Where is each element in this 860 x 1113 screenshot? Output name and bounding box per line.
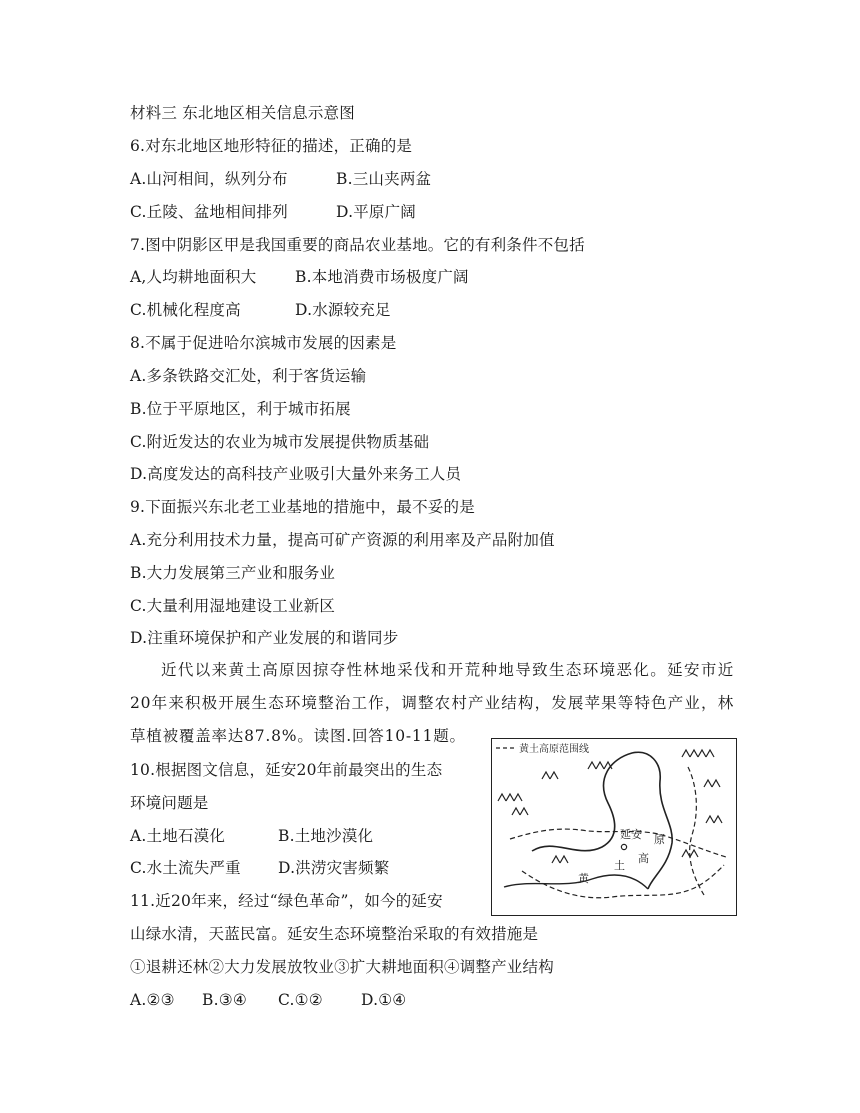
q7-option-d[interactable]: D.水源较充足 bbox=[295, 301, 391, 319]
mountain-symbol-west2 bbox=[512, 808, 528, 815]
q8-option-d[interactable]: D.高度发达的高科技产业吸引大量外来务工人员 bbox=[130, 465, 462, 483]
q8-option-b[interactable]: B.位于平原地区，利于城市拓展 bbox=[130, 400, 351, 418]
yanan-city-marker bbox=[621, 844, 626, 849]
boundary-line-north bbox=[510, 829, 726, 857]
q6-option-b[interactable]: B.三山夹两盆 bbox=[336, 170, 432, 188]
q8-option-a[interactable]: A.多条铁路交汇处，利于客货运输 bbox=[130, 367, 367, 385]
boundary-line-east bbox=[688, 767, 704, 895]
q10-option-d[interactable]: D.洪涝灾害频繁 bbox=[278, 859, 390, 877]
q6-stem: 6.对东北地区地形特征的描述，正确的是 bbox=[130, 137, 413, 155]
mountain-symbol-northwest bbox=[542, 772, 558, 779]
map-label-yanan: 延安 bbox=[620, 828, 642, 841]
q9-option-a[interactable]: A.充分利用技术力量，提高可矿产资源的利用率及产品附加值 bbox=[130, 531, 555, 549]
q6-option-c[interactable]: C.丘陵、盆地相间排列 bbox=[130, 203, 288, 221]
q7-stem: 7.图中阴影区甲是我国重要的商品农业基地。它的有利条件不包括 bbox=[130, 236, 585, 254]
q9-option-c[interactable]: C.大量利用湿地建设工业新区 bbox=[130, 597, 336, 615]
q10-option-b[interactable]: B.土地沙漠化 bbox=[278, 827, 374, 845]
map-label-gao: 高 bbox=[638, 852, 649, 865]
q8-option-c[interactable]: C.附近发达的农业为城市发展提供物质基础 bbox=[130, 433, 430, 451]
map-drawing bbox=[492, 739, 735, 914]
q9-option-b[interactable]: B.大力发展第三产业和服务业 bbox=[130, 564, 336, 582]
q6-option-a[interactable]: A.山河相间，纵列分布 bbox=[130, 170, 288, 188]
map-legend-label: 黄土高原范围线 bbox=[519, 744, 589, 755]
material-title: 材料三 东北地区相关信息示意图 bbox=[130, 104, 355, 122]
q7-option-a[interactable]: A,人均耕地面积大 bbox=[130, 268, 257, 286]
q8-stem: 8.不属于促进哈尔滨城市发展的因素是 bbox=[130, 334, 397, 352]
mountain-symbol-east2 bbox=[706, 816, 722, 823]
q11-measures: ①退耕还林②大力发展放牧业③扩大耕地面积④调整产业结构 bbox=[130, 958, 554, 976]
loess-plateau-map bbox=[491, 738, 737, 916]
q11-stem-line1: 11.近20年来，经过“绿色革命”，如今的延安 bbox=[130, 892, 443, 910]
mountain-symbol-east bbox=[704, 780, 720, 787]
q10-stem-line1: 10.根据图文信息，延安20年前最突出的生态 bbox=[130, 761, 443, 779]
q11-option-a[interactable]: A.②③ bbox=[130, 991, 175, 1009]
q11-option-d[interactable]: D.①④ bbox=[361, 991, 407, 1009]
q10-option-c[interactable]: C.水土流失严重 bbox=[130, 859, 241, 877]
reading-passage: 近代以来黄土高原因掠夺性林地采伐和开荒种地导致生态环境恶化。延安市近20年来积极开展生态环境整治工作，调整农村产业结构，发展苹果等特色产业，林草植被覆盖率达87.8%。读图.回答10-11题。 bbox=[130, 661, 734, 745]
q11-stem-line2: 山绿水清，天蓝民富。延安生态环境整治采取的有效措施是 bbox=[130, 925, 539, 943]
q7-option-c[interactable]: C.机械化程度高 bbox=[130, 301, 241, 319]
mountain-symbol-south bbox=[552, 856, 568, 863]
mountain-symbol-northeast bbox=[682, 750, 714, 757]
q10-option-a[interactable]: A.土地石漠化 bbox=[130, 827, 226, 845]
q9-stem: 9.下面振兴东北老工业基地的措施中，最不妥的是 bbox=[130, 498, 475, 516]
q11-option-b[interactable]: B.③④ bbox=[202, 991, 247, 1009]
map-label-tu: 土 bbox=[614, 859, 625, 872]
q6-option-d[interactable]: D.平原广阔 bbox=[336, 203, 417, 221]
mountain-symbol-west bbox=[498, 794, 522, 801]
q11-option-c[interactable]: C.①② bbox=[278, 991, 323, 1009]
river-tributary-line bbox=[504, 875, 648, 889]
map-label-huang: 黄 bbox=[578, 872, 589, 885]
q7-option-b[interactable]: B.本地消费市场极度广阔 bbox=[295, 268, 469, 286]
map-label-yuan: 原 bbox=[654, 833, 665, 846]
q10-stem-line2: 环境问题是 bbox=[130, 794, 209, 812]
q9-option-d[interactable]: D.注重环境保护和产业发展的和谐同步 bbox=[130, 629, 399, 647]
